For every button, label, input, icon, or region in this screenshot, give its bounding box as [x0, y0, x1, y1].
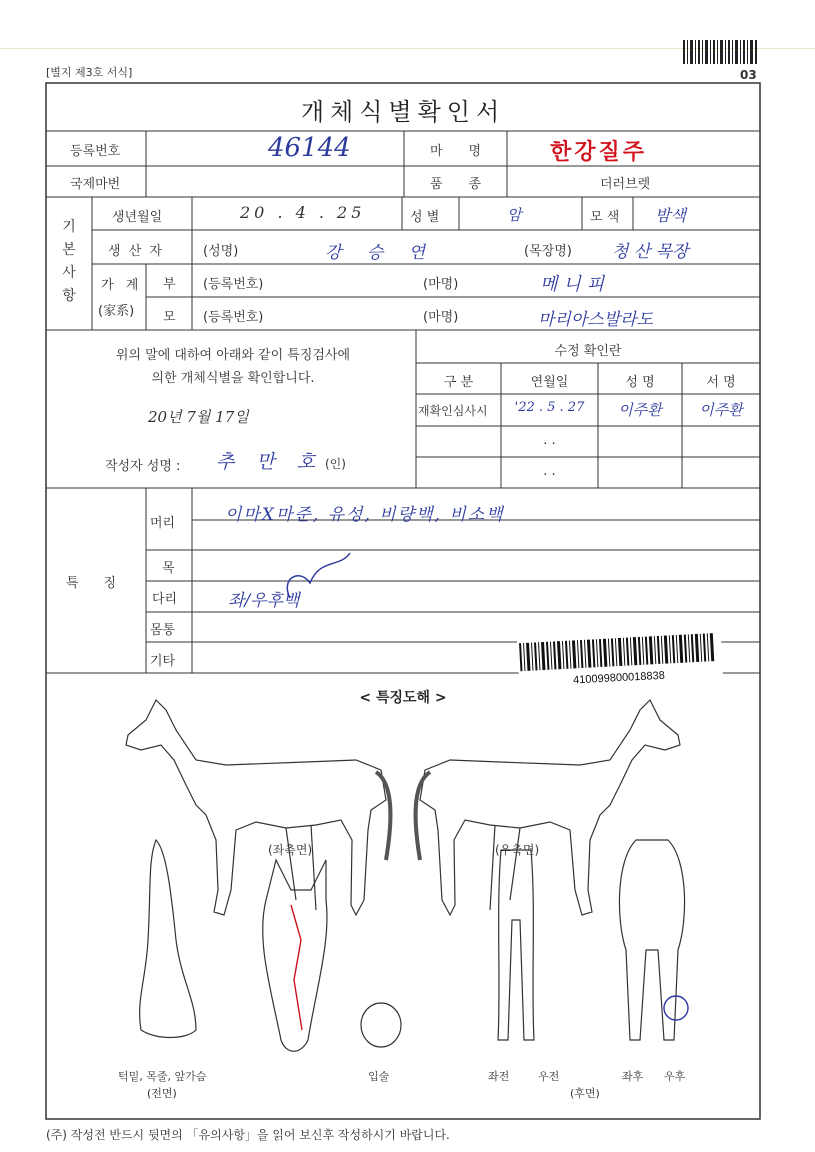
sex-label: 성 별 — [410, 210, 440, 225]
revision-header-date: 연월일 — [530, 375, 569, 390]
rear-view-outline — [619, 840, 688, 1040]
farm-value: 청 산 목장 — [612, 242, 689, 262]
revision-row-sign: 이주환 — [699, 401, 743, 419]
revision-title: 수정 확인란 — [554, 344, 622, 359]
revision-row-type: 재확인심사시 — [418, 404, 488, 418]
dam-name-value: 마리아스발라도 — [538, 310, 653, 330]
dam-name-label: (마명) — [423, 310, 459, 325]
breeder-name-value: 강 승 연 — [325, 243, 436, 263]
feature-label-neck: 목 — [162, 561, 175, 576]
front-legs-outline — [498, 850, 534, 1040]
revision-header-name: 성 명 — [625, 375, 655, 390]
reg-no-label: 등록번호 — [70, 144, 121, 159]
revision-header-sign: 서 명 — [706, 375, 736, 390]
writer-seal: (인) — [325, 457, 346, 471]
basic-label-char: 항 — [62, 288, 76, 304]
feature-label-head: 머리 — [150, 516, 176, 531]
basic-label-char: 기 — [62, 219, 76, 235]
revision-row-date: '22 . 5 . 27 — [514, 400, 585, 415]
revision-row-date: . . — [543, 464, 556, 479]
dam-label: 모 — [163, 310, 176, 325]
breed-value: 더러브렛 — [600, 177, 651, 192]
sire-reg-label: (등록번호) — [203, 277, 264, 292]
revision-row-date: . . — [543, 433, 556, 448]
form-reference: [별지 제3호 서식] — [46, 66, 133, 79]
pedigree-label-hanja: (家系) — [98, 304, 135, 319]
features-section-label: 특 징 — [66, 576, 123, 591]
sticker-barcode — [517, 631, 723, 688]
left-side-label: (좌측면) — [268, 843, 313, 857]
lips-label: 입술 — [368, 1070, 390, 1083]
sex-value: 암 — [507, 206, 522, 224]
page-code: 03 — [740, 68, 757, 82]
basic-section-label — [46, 216, 92, 308]
confirm-date: 20년 7월 17일 — [148, 408, 249, 426]
confirm-statement-2: 의한 개체식별을 확인합니다. — [151, 371, 315, 386]
basic-label-char: 사 — [62, 265, 76, 281]
footer-note: (주) 작성전 반드시 뒷면의 「유의사항」을 읽어 보신후 작성하시기 바랍니다. — [46, 1128, 450, 1142]
sire-label: 부 — [163, 277, 176, 292]
feature-label-body: 몸통 — [150, 623, 176, 638]
breeder-label: 생 산 자 — [108, 244, 164, 259]
breeder-name-label: (성명) — [203, 244, 239, 259]
left-side-horse-outline — [126, 700, 390, 915]
birth-value: 20 . 4 . 25 — [240, 203, 366, 222]
sticker-barcode-number: 410099800018838 — [572, 669, 666, 687]
diagram-title: < 특징도해 > — [359, 690, 447, 706]
front-caption: 턱밑, 목줄, 앞가슴 — [118, 1070, 207, 1083]
sire-name-value: 메니피 — [540, 274, 611, 295]
breed-label: 품 종 — [430, 177, 482, 192]
front-left-label: 좌전 — [488, 1070, 510, 1083]
writer-signature: 추 만 호 — [216, 451, 324, 473]
feature-label-legs: 다리 — [152, 592, 178, 607]
farm-label: (목장명) — [524, 244, 572, 259]
feature-value-legs: 좌/우후백 — [228, 591, 300, 611]
rear-right-label: 우후 — [664, 1070, 686, 1083]
color-label: 모 색 — [590, 210, 620, 225]
front-right-label: 우전 — [538, 1070, 560, 1083]
horse-diagram — [46, 690, 760, 1110]
dam-reg-label: (등록번호) — [203, 310, 264, 325]
revision-header-type: 구 분 — [443, 375, 474, 390]
rear-left-label: 좌후 — [622, 1070, 644, 1083]
pen-scribble — [280, 548, 360, 608]
birth-label: 생년월일 — [112, 210, 163, 225]
color-value: 밤색 — [655, 206, 686, 225]
document-title: 개체식별확인서 — [300, 98, 506, 126]
basic-label-char: 본 — [62, 242, 76, 258]
name-label: 마 명 — [430, 144, 482, 159]
pedigree-label: 가 계 — [101, 278, 143, 293]
sire-name-label: (마명) — [423, 277, 459, 292]
rear-label: (후면) — [570, 1087, 600, 1100]
front-neck-outline — [140, 840, 196, 1038]
right-side-label: (우측면) — [495, 843, 540, 857]
front-label: (전면) — [147, 1087, 177, 1100]
intl-no-label: 국제마번 — [70, 177, 121, 192]
horse-name-value: 한강질주 — [550, 140, 648, 165]
lips-outline — [361, 1003, 401, 1047]
feature-value-head: 이마X마준, 유성, 비량백, 비소백 — [225, 505, 505, 525]
revision-row-name: 이주환 — [618, 401, 662, 419]
reg-no-value: 46144 — [268, 133, 351, 163]
confirm-statement-1: 위의 말에 대하여 아래와 같이 특징검사에 — [115, 348, 351, 363]
right-side-horse-outline — [416, 700, 680, 915]
writer-label: 작성자 성명 : — [105, 459, 181, 474]
feature-label-other: 기타 — [150, 654, 176, 669]
